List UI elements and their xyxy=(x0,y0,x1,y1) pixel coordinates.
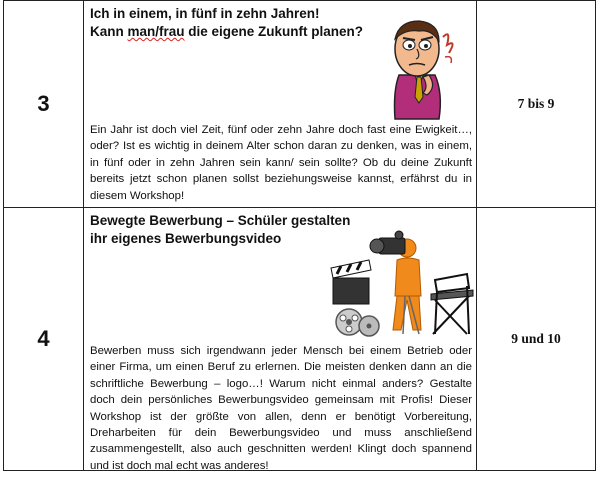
row-number: 3 xyxy=(37,91,50,116)
workshop-row-4 xyxy=(4,208,596,471)
workshop-table xyxy=(3,0,596,471)
grade-cell xyxy=(477,208,596,471)
workshop-title-line2: ihr eigenes Bewerbungsvideo xyxy=(90,231,282,246)
row-number: 4 xyxy=(37,326,50,351)
workshop-title-line1: Ich in einem, in fünf in zehn Jahren! xyxy=(90,6,320,21)
workshop-title-line1: Bewegte Bewerbung – Schüler gestalten xyxy=(90,213,351,228)
workshop-title xyxy=(90,5,363,41)
grade-range: 7 bis 9 xyxy=(517,96,555,111)
spellcheck-word: man/frau xyxy=(127,24,185,39)
workshop-title xyxy=(90,212,350,248)
title-part: die eigene Zukunft planen? xyxy=(184,24,364,39)
workshop-description: Ein Jahr ist doch viel Zeit, fünf oder zehn Jahre doch fast eine Ewigkeit…, oder? Ist es wichtig in deinem Alter schon daran zu denken, was in einem, in fünf oder in zehn Jahren sein kann/ sein sollte? Ob du deine Zukunft bereits jetzt schon planen sollst beziehungsweise kannst, erfährst du in diesem Workshop! xyxy=(90,124,472,202)
workshop-description-cell xyxy=(84,208,477,471)
workshop-description-cell xyxy=(84,1,477,208)
thinking-man-icon xyxy=(379,17,461,121)
film-crew-icon xyxy=(327,230,477,342)
title-part: Kann xyxy=(90,24,128,39)
row-number-cell xyxy=(4,1,84,208)
workshop-row-3 xyxy=(4,1,596,208)
row-number-cell xyxy=(4,208,84,471)
grade-cell xyxy=(477,1,596,208)
workshop-title-line2 xyxy=(90,23,363,41)
workshop-description: Bewerben muss sich irgendwann jeder Mensch bei einem Betrieb oder einer Firma, um einen Beruf zu erlernen. Die meisten denken dann an die schriftliche Bewerbung – logo…! Warum nicht einmal anders? Gestalte doch dein persönliches Bewerbungsvideo gemeinsam mit Profis! Dieser Workshop ist der größte von allen, denn er benötigt Vorbereitung, Dreharbeiten für dein Bewerbungsvideo und muss anschließend zusammengestellt, also auch geschnitten werden! Klingt doch spannend und ist doch mal echt was anderes! xyxy=(90,345,472,472)
grade-range: 9 und 10 xyxy=(511,331,561,346)
